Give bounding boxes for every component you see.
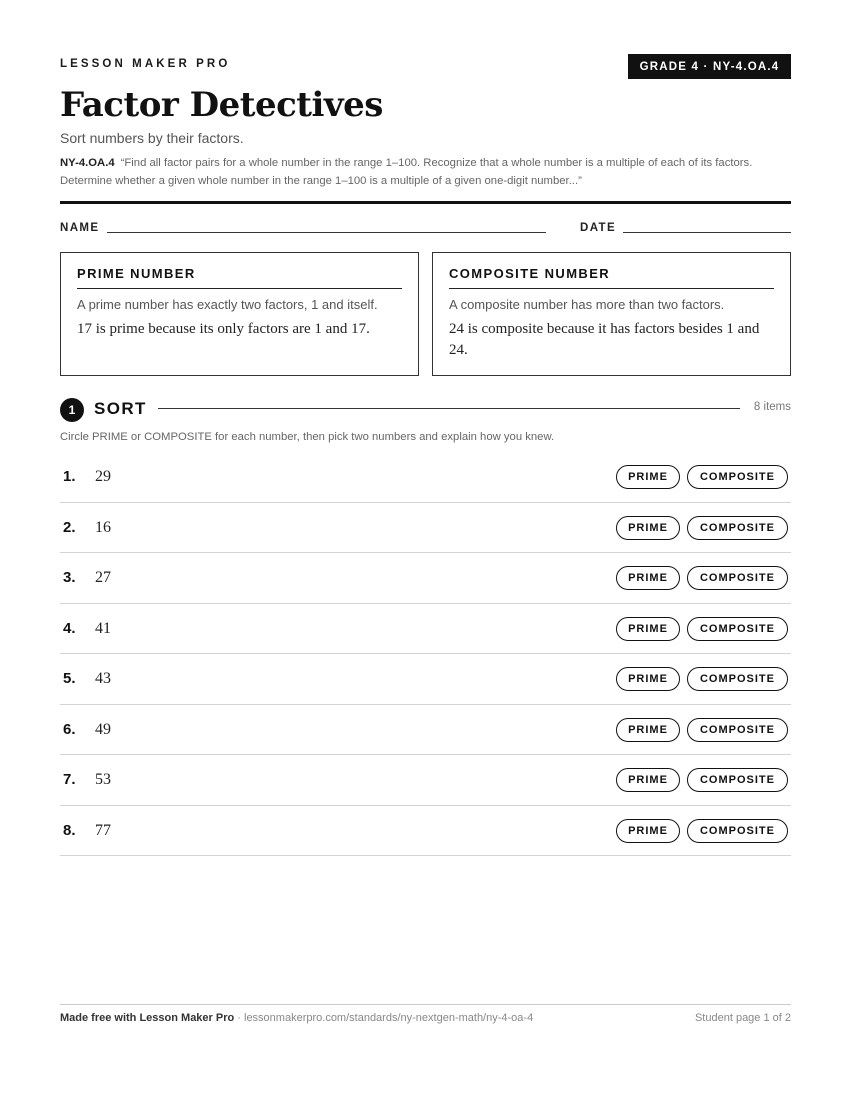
item-value: 43 [95, 670, 111, 687]
footer-credit [60, 1012, 533, 1024]
composite-option[interactable]: COMPOSITE [687, 819, 788, 843]
prime-option[interactable]: PRIME [616, 718, 680, 742]
composite-option[interactable]: COMPOSITE [687, 465, 788, 489]
item-number: 7. [63, 771, 76, 788]
composite-option[interactable]: COMPOSITE [687, 768, 788, 792]
list-item [60, 604, 791, 655]
item-value: 49 [95, 720, 111, 738]
item-list [60, 452, 791, 856]
standard-quote: “Find all factor pairs for a whole number in the range 1–100. Recognize that a whole number is a multiple of each of its factors. Determine whether a given whole number in the range 1–100 is a multiple of a given one-digit number...” [60, 157, 753, 187]
prime-option[interactable]: PRIME [616, 516, 680, 540]
item-value: 16 [95, 518, 111, 536]
item-number: 3. [63, 569, 76, 586]
prime-option[interactable]: PRIME [616, 667, 680, 691]
list-item [60, 452, 791, 503]
prime-option[interactable]: PRIME [616, 566, 680, 590]
composite-option[interactable]: COMPOSITE [687, 667, 788, 691]
definition-heading: PRIME NUMBER [77, 266, 402, 289]
footer-separator: · [234, 1012, 244, 1024]
list-item [60, 755, 791, 806]
footer-url[interactable]: lessonmakerpro.com/standards/ny-nextgen-math/ny-4-oa-4 [244, 1012, 534, 1024]
prime-option[interactable]: PRIME [616, 768, 680, 792]
prime-option[interactable]: PRIME [616, 465, 680, 489]
definition-card-prime [60, 252, 419, 376]
item-number: 2. [63, 518, 76, 536]
list-item [60, 553, 791, 604]
list-item [60, 806, 791, 857]
standard-code: NY-4.OA.4 [60, 157, 115, 169]
composite-option[interactable]: COMPOSITE [687, 718, 788, 742]
footer-made-with: Made free with Lesson Maker Pro [60, 1012, 235, 1024]
definition-example: 17 is prime because its only factors are 1 and 17. [77, 321, 370, 337]
standard-description [60, 155, 791, 190]
grade-badge: GRADE 4 · NY-4.OA.4 [628, 54, 791, 79]
list-item [60, 705, 791, 756]
item-number: 1. [63, 468, 76, 485]
item-value: 27 [95, 569, 111, 586]
item-number: 8. [63, 821, 76, 839]
item-number: 5. [63, 670, 76, 687]
item-count: 8 items [753, 401, 791, 413]
list-item [60, 654, 791, 705]
composite-option[interactable]: COMPOSITE [687, 617, 788, 641]
name-label: NAME [60, 222, 100, 234]
header-divider [60, 201, 791, 204]
page-subtitle: Sort numbers by their factors. [60, 130, 244, 146]
section-number-badge: 1 [60, 398, 84, 422]
date-field[interactable] [623, 232, 791, 233]
definition-example: 24 is composite because it has factors besides 1 and 24. [449, 321, 760, 358]
worksheet-page [60, 0, 791, 1100]
item-number: 6. [63, 720, 76, 738]
item-number: 4. [63, 619, 76, 637]
composite-option[interactable]: COMPOSITE [687, 566, 788, 590]
definition-description: A prime number has exactly two factors, 1 and itself. [77, 297, 378, 312]
date-label: DATE [580, 222, 617, 234]
page-indicator: Student page 1 of 2 [694, 1012, 791, 1024]
composite-option[interactable]: COMPOSITE [687, 516, 788, 540]
prime-option[interactable]: PRIME [616, 617, 680, 641]
page-title: Factor Detectives [60, 85, 383, 125]
item-value: 53 [95, 771, 111, 788]
item-value: 41 [95, 619, 111, 637]
section-title: SORT [94, 399, 147, 418]
definition-card-composite [432, 252, 791, 376]
section-instructions: Circle PRIME or COMPOSITE for each number, then pick two numbers and explain how you knew. [60, 431, 555, 443]
footer-divider [60, 1004, 791, 1005]
section-divider [158, 408, 740, 409]
prime-option[interactable]: PRIME [616, 819, 680, 843]
definition-description: A composite number has more than two factors. [449, 297, 725, 312]
name-field[interactable] [107, 232, 546, 233]
item-value: 77 [95, 821, 111, 839]
list-item [60, 503, 791, 554]
brand-name: LESSON MAKER PRO [60, 58, 231, 70]
item-value: 29 [95, 468, 111, 485]
definition-heading: COMPOSITE NUMBER [449, 266, 774, 289]
